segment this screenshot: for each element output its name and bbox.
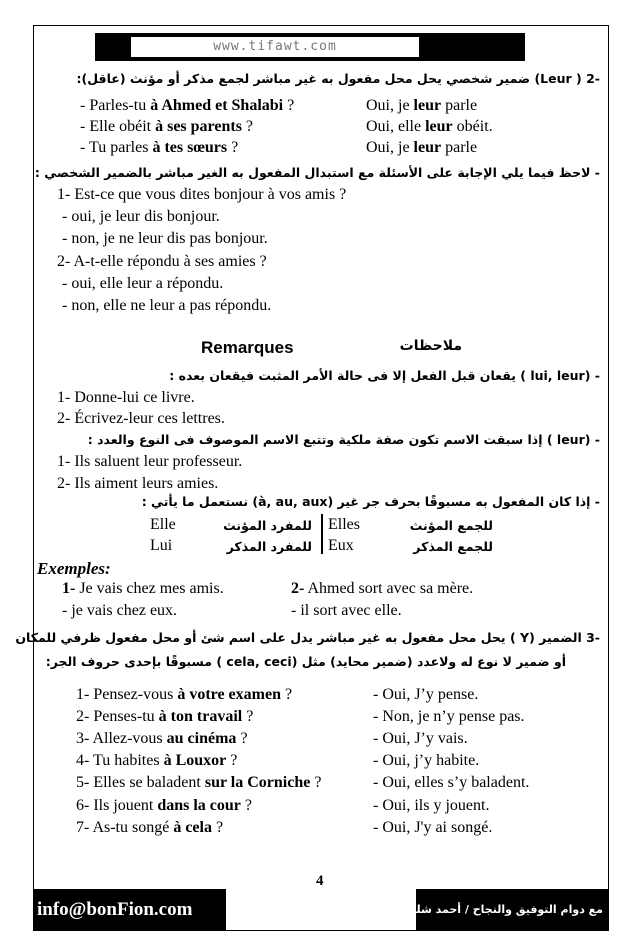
s3-question: 2- Penses-tu à ton travail ? <box>76 708 254 725</box>
s2-ex-line: 1- Est-ce que vous dites bonjour à vos amis ? <box>57 186 347 203</box>
section3-subtitle: أو ضمير لا نوع له ولاعدد (ضمير محايد) مثل (cela, ceci ) مسبوقًا بإحدى حروف الجر: <box>45 654 566 669</box>
s2-q1: - Parles-tu à Ahmed et Shalabi ? <box>80 97 295 114</box>
example1-answer: - je vais chez eux. <box>62 602 178 619</box>
remarques-heading-ar: ملاحظات <box>399 338 462 354</box>
s3-answer: - Oui, J’y vais. <box>373 730 468 747</box>
s2-a3: Oui, je leur parle <box>366 139 478 156</box>
s3-question: 5- Elles se baladent sur la Corniche ? <box>76 774 322 791</box>
s2-ex-line: - non, elle ne leur a pas répondu. <box>62 297 272 314</box>
s3-answer: - Non, je n’y pense pas. <box>373 708 525 725</box>
pronoun-eux-ar: للجمع المذكر <box>413 539 493 554</box>
pronoun-elles: Elles <box>328 516 360 533</box>
table-divider <box>321 514 323 554</box>
s2-ex-line: - oui, je leur dis bonjour. <box>62 208 220 225</box>
s3-answer: - Oui, J'y ai songé. <box>373 819 493 836</box>
s3-answer: - Oui, elles s’y baladent. <box>373 774 530 791</box>
pronoun-elle: Elle <box>150 516 176 533</box>
pronoun-elles-ar: للجمع المؤنث <box>409 518 493 533</box>
s3-question: 7- As-tu songé à cela ? <box>76 819 224 836</box>
s2-q2: - Elle obéit à ses parents ? <box>80 118 254 135</box>
s2-a2: Oui, elle leur obéit. <box>366 118 493 135</box>
section2-note: - لاحظ فيما يلي الإجابة على الأسئلة مع استبدال المفعول به الغير مباشر بالضمير الشخصي : <box>34 165 600 180</box>
example1: 1- Je vais chez mes amis. <box>62 580 224 597</box>
remark1-example: 1- Donne-lui ce livre. <box>57 389 195 406</box>
pronoun-lui-ar: للمفرد المذكر <box>226 539 312 554</box>
remark2-text: - (leur ) إذا سبقت الاسم تكون صفة ملكية وتتبع الاسم الموصوف فى النوع والعدد : <box>87 432 600 447</box>
s2-a1: Oui, je leur parle <box>366 97 478 114</box>
section3-title: -3 الضمير (Y ) يحل محل مفعول به غير مباشر يدل على اسم شئ أو محل مفعول ظرفي للمكان <box>15 630 600 645</box>
remark3-text: - إذا كان المفعول به مسبوقًا بحرف جر غير (à, au, aux) نستعمل ما يأتي : <box>141 494 600 509</box>
page-number: 4 <box>316 873 324 889</box>
s2-ex-line: - oui, elle leur a répondu. <box>62 275 224 292</box>
s2-ex-line: - non, je ne leur dis pas bonjour. <box>62 230 268 247</box>
section2-title: -2 ( Leur) ضمير شخصي يحل محل مفعول به غير مباشر لجمع مذكر أو مؤنث (عاقل): <box>76 71 600 86</box>
remarques-heading: Remarques <box>201 338 294 357</box>
s3-answer: - Oui, J’y pense. <box>373 686 479 703</box>
remark1-example: 2- Écrivez-leur ces lettres. <box>57 410 225 427</box>
footer-email: info@bonFion.com <box>33 889 226 931</box>
s3-question: 4- Tu habites à Louxor ? <box>76 752 238 769</box>
example2: 2- Ahmed sort avec sa mère. <box>291 580 474 597</box>
s3-answer: - Oui, ils y jouent. <box>373 797 490 814</box>
remark2-example: 1- Ils saluent leur professeur. <box>57 453 243 470</box>
pronoun-eux: Eux <box>328 537 354 554</box>
site-watermark: www.tifawt.com <box>130 36 420 58</box>
pronoun-elle-ar: للمفرد المؤنث <box>223 518 312 533</box>
s2-q3: - Tu parles à tes sœurs ? <box>80 139 239 156</box>
exemples-heading: Exemples: <box>37 559 111 578</box>
pronoun-lui: Lui <box>150 537 173 554</box>
footer-author: مع دوام التوفيق والنجاح / أحمد شلبى <box>416 889 609 931</box>
remark1-text: - (lui, leur ) يقعان قبل الفعل إلا فى حالة الأمر المثبت فيقعان بعده : <box>169 368 600 383</box>
remark2-example: 2- Ils aiment leurs amies. <box>57 475 219 492</box>
s3-answer: - Oui, j’y habite. <box>373 752 480 769</box>
example2-answer: - il sort avec elle. <box>291 602 402 619</box>
s3-question: 1- Pensez-vous à votre examen ? <box>76 686 293 703</box>
s2-ex-line: 2- A-t-elle répondu à ses amies ? <box>57 253 267 270</box>
s3-question: 3- Allez-vous au cinéma ? <box>76 730 248 747</box>
s3-question: 6- Ils jouent dans la cour ? <box>76 797 253 814</box>
